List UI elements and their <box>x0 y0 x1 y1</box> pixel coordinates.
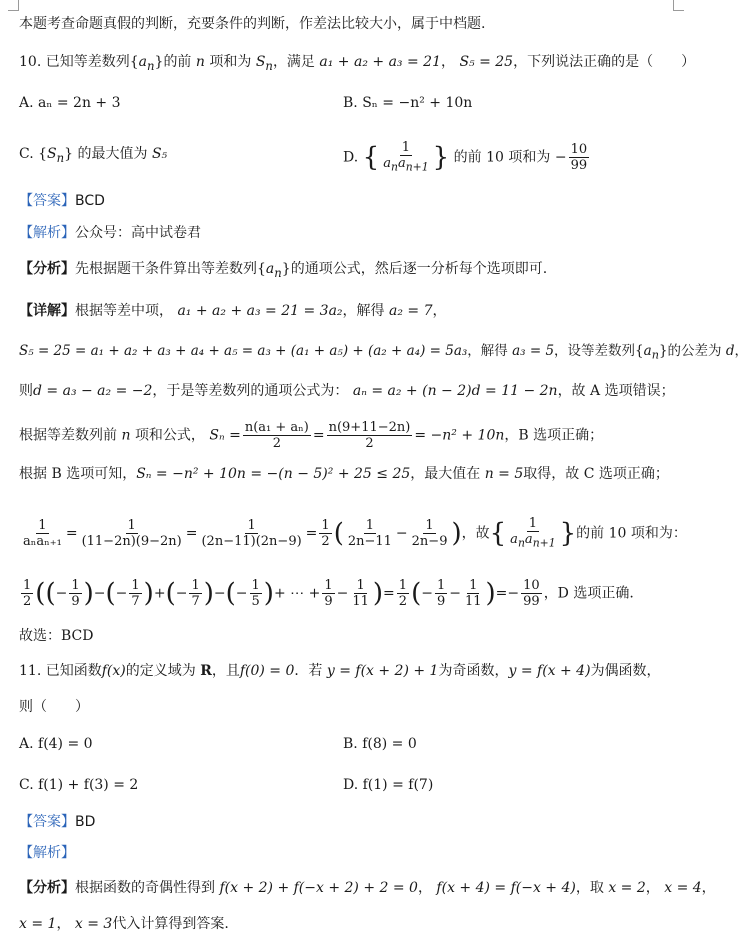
q11-stem-end: 则（ ） <box>19 699 89 715</box>
q10-option-a: A. aₙ = 2n + 3 <box>19 95 121 111</box>
q10-detail-line-1: 【详解】根据等差中项， a₁ + a₂ + a₃ = 21 = 3a₂，解得 a₂ = 7， <box>19 303 447 319</box>
q10-detail-line-5: 根据 B 选项可知，Sₙ = −n² + 10n = −(n − 5)² + 25 ≤ 25，最大值在 n = 5取得，故 C 选项正确； <box>19 466 669 482</box>
q11-option-d: D. f(1) = f(7) <box>343 777 434 793</box>
q10-detail-line-3: 则d = a₃ − a₂ = −2，于是等差数列的通项公式为： aₙ = a₂ + (n − 2)d = 11 − 2n，故 A 选项错误； <box>19 383 675 399</box>
q10-choose: 故选：BCD <box>19 628 94 644</box>
q11-fenxi: 【分析】根据函数的奇偶性得到 f(x + 2) + f(−x + 2) + 2 = 0， f(x + 4) = f(−x + 4)，取 x = 2， x = 4， <box>19 880 716 896</box>
q10-answer: 【答案】BCD <box>19 193 105 209</box>
page-corner-mark <box>673 0 684 11</box>
page-corner-mark <box>8 0 19 11</box>
q11-analysis: 【解析】 <box>19 845 75 861</box>
q11-option-a: A. f(4) = 0 <box>19 736 93 752</box>
q10-detail-line-6: $\frac{1}{\text{aₙaₙ₊₁}}$ = $\frac{1}{(11-2n)(9-2n)}$ = $\frac{1}{(2n-11)(2n-9)}$ = $\frac{1}{2}$ ( $\frac{1}{2n-11}$ − $\frac{1}{2n-9}$ )，故{ $\frac{1}{a_na_{n+1}}$ }的前 10 项和为： <box>23 516 687 550</box>
q11-answer: 【答案】BD <box>19 814 96 830</box>
q11-option-b: B. f(8) = 0 <box>343 736 417 752</box>
q10-detail-line-2: S₅ = 25 = a₁ + a₂ + a₃ + a₄ + a₅ = a₃ + (a₁ + a₅) + (a₂ + a₄) = 5a₃，解得 a₃ = 5，设等差数列$\{a_n\}$的公差为 d， <box>19 343 748 362</box>
q10-detail-line-4: 根据等差数列前 n 项和公式， Sₙ = $\frac{\text{n(a₁ + aₙ)}}{2}$ = $\frac{n(9+11-2n)}{2}$ = −n² + 10n，B 选项正确； <box>19 420 604 451</box>
q11-option-c: C. f(1) + f(3) = 2 <box>19 777 139 793</box>
q11-stem: 11. 已知函数f(x)的定义域为 R，且f(0) = 0．若 y = f(x + 2) + 1为奇函数，y = f(x + 4)为偶函数， <box>19 663 661 679</box>
q10-stem: 10. 已知等差数列$\{a_n\}$的前 n 项和为 $S_n$，满足 a₁ + a₂ + a₃ = 21， S₅ = 25，下列说法正确的是（ ） <box>19 54 696 73</box>
intro-text: 本题考查命题真假的判断，充要条件的判断，作差法比较大小，属于中档题. <box>19 16 486 32</box>
q10-option-d: D. { $\frac{1}{a_na_{n+1}}$ } 的前 10 项和为 − $\frac{10}{99}$ <box>343 140 588 174</box>
q10-option-c: C. $\{S_n\}$ 的最大值为 S₅ <box>19 146 168 165</box>
q11-fenxi-end: x = 1， x = 3代入计算得到答案. <box>19 916 229 932</box>
q10-option-b: B. Sₙ = −n² + 10n <box>343 95 473 111</box>
q10-analysis: 【解析】公众号：高中试卷君 <box>19 225 201 241</box>
q10-fenxi: 【分析】先根据题干条件算出等差数列$\{a_n\}$的通项公式，然后逐一分析每个选项即可. <box>19 261 548 280</box>
q10-detail-line-7: $\frac{1}{2}$ ((− $\frac{1}{9}$ )−(− $\frac{1}{7}$ )+(− $\frac{1}{7}$ )−(− $\frac{1}{5}$ )+ ⋯ + $\frac{1}{9}$ − $\frac{1}{11}$ )= $\frac{1}{2}$ (− $\frac{1}{9}$ − $\frac{1}{11}$ )=− $\frac{10}{99}$ ，D 选项正确. <box>23 578 634 609</box>
